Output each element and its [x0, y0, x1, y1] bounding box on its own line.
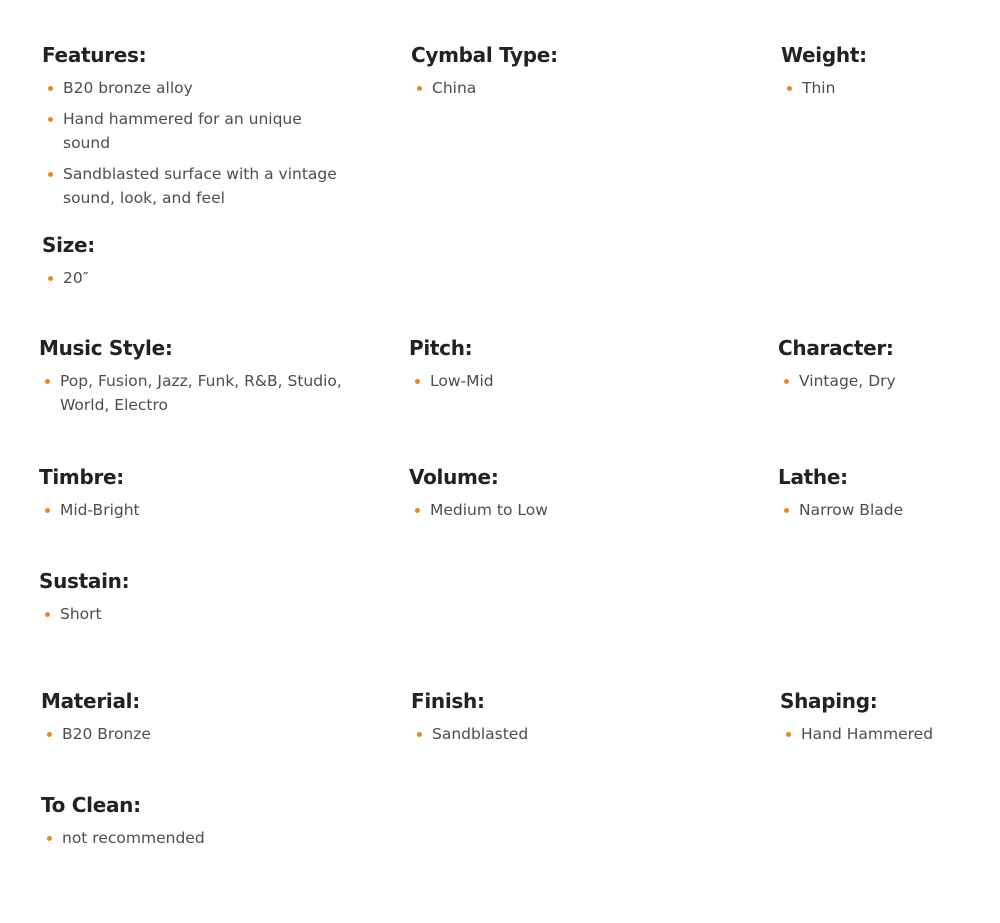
spec-list — [39, 602, 339, 626]
spec-size — [42, 233, 342, 297]
spec-list — [42, 266, 342, 290]
spec-list — [39, 498, 339, 522]
spec-list — [411, 76, 711, 100]
spec-title: Finish: — [411, 689, 485, 713]
spec-list — [409, 498, 709, 522]
spec-item: Narrow Blade — [778, 498, 978, 522]
spec-item: Low-Mid — [409, 369, 709, 393]
spec-title: Sustain: — [39, 569, 130, 593]
spec-item: Mid-Bright — [39, 498, 339, 522]
spec-title: To Clean: — [41, 793, 141, 817]
spec-weight — [781, 43, 981, 107]
spec-lathe — [778, 465, 978, 529]
spec-item: Sandblasted surface with a vintage sound, look, and feel — [42, 162, 352, 210]
spec-list — [41, 826, 341, 850]
spec-list — [42, 76, 352, 210]
spec-list — [778, 498, 978, 522]
spec-finish — [411, 689, 711, 753]
spec-title: Pitch: — [409, 336, 473, 360]
spec-item: Short — [39, 602, 339, 626]
spec-features — [42, 43, 352, 217]
spec-item: Hand hammered for an unique sound — [42, 107, 352, 155]
spec-list — [781, 76, 981, 100]
spec-item: Hand Hammered — [780, 722, 980, 746]
spec-title: Shaping: — [780, 689, 878, 713]
spec-to-clean — [41, 793, 341, 857]
spec-item: Pop, Fusion, Jazz, Funk, R&B, Studio, World, Electro — [39, 369, 349, 417]
spec-pitch — [409, 336, 709, 400]
spec-material — [41, 689, 341, 753]
spec-title: Material: — [41, 689, 140, 713]
spec-music-style — [39, 336, 349, 424]
spec-item: not recommended — [41, 826, 341, 850]
spec-title: Music Style: — [39, 336, 173, 360]
spec-item: 20″ — [42, 266, 342, 290]
spec-title: Size: — [42, 233, 95, 257]
spec-list — [780, 722, 980, 746]
spec-title: Features: — [42, 43, 147, 67]
spec-item: Vintage, Dry — [778, 369, 978, 393]
spec-cymbal-type — [411, 43, 711, 107]
spec-list — [39, 369, 349, 417]
spec-character — [778, 336, 978, 400]
spec-item: B20 Bronze — [41, 722, 341, 746]
spec-title: Character: — [778, 336, 894, 360]
spec-shaping — [780, 689, 980, 753]
spec-item: Thin — [781, 76, 981, 100]
spec-title: Timbre: — [39, 465, 124, 489]
spec-title: Volume: — [409, 465, 499, 489]
spec-title: Weight: — [781, 43, 867, 67]
spec-title: Cymbal Type: — [411, 43, 558, 67]
spec-item: China — [411, 76, 711, 100]
spec-volume — [409, 465, 709, 529]
spec-item: Medium to Low — [409, 498, 709, 522]
spec-item: Sandblasted — [411, 722, 711, 746]
spec-item: B20 bronze alloy — [42, 76, 352, 100]
spec-timbre — [39, 465, 339, 529]
spec-title: Lathe: — [778, 465, 848, 489]
spec-list — [409, 369, 709, 393]
spec-list — [778, 369, 978, 393]
spec-list — [41, 722, 341, 746]
spec-sustain — [39, 569, 339, 633]
spec-list — [411, 722, 711, 746]
